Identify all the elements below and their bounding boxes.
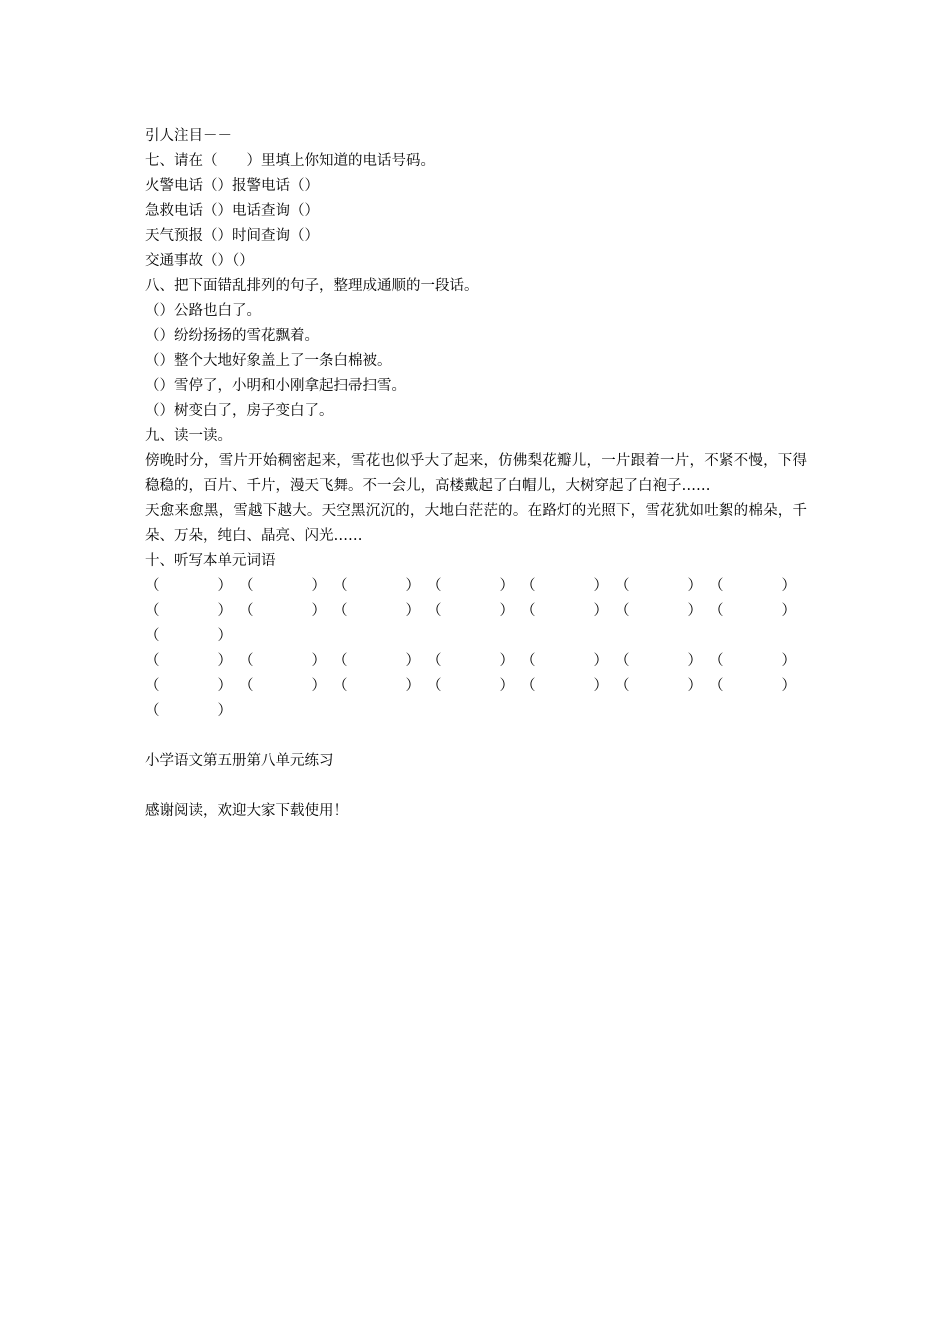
dictation-blank: （ ） [333,578,420,594]
section-7-heading: 七、请在（ ）里填上你知道的电话号码。 [145,153,435,169]
dictation-blank: （ ） [615,653,702,669]
dictation-blank: （ ） [145,678,232,694]
reading-paragraph-1: 傍晚时分，雪片开始稠密起来，雪花也似乎大了起来，仿佛梨花瓣儿，一片跟着一片，不紧不慢，下得稳稳的，百片、千片，漫天飞舞。不一会儿，高楼戴起了白帽儿，大树穿起了白袍子…… [145,453,807,494]
dictation-blank: （ ） [145,578,232,594]
dictation-blank: （ ） [145,703,232,719]
dictation-blank: （ ） [709,578,796,594]
section-10-heading: 十、听写本单元词语 [145,553,276,569]
dictation-blank: （ ） [145,603,232,619]
intro-line: 引人注目－－ [145,128,232,144]
dictation-blank: （ ） [521,678,608,694]
phone-line-4: 交通事故（）（） [145,253,254,269]
section-8-heading: 八、把下面错乱排列的句子，整理成通顺的一段话。 [145,278,479,294]
dictation-blank: （ ） [709,678,796,694]
dictation-blank: （ ） [427,678,514,694]
dictation-blanks-group-1 [145,574,807,649]
dictation-blank: （ ） [239,578,326,594]
dictation-blank: （ ） [239,678,326,694]
dictation-blank: （ ） [709,603,796,619]
section-9-heading: 九、读一读。 [145,428,232,444]
dictation-blank: （ ） [615,578,702,594]
sentence-4: （）雪停了，小明和小刚拿起扫帚扫雪。 [145,378,406,394]
sentence-1: （）公路也白了。 [145,303,261,319]
worksheet-content [145,124,807,824]
dictation-blank: （ ） [615,603,702,619]
dictation-blank: （ ） [521,578,608,594]
thanks-line: 感谢阅读，欢迎大家下载使用！ [145,803,348,819]
dictation-blank: （ ） [333,603,420,619]
dictation-blank: （ ） [239,653,326,669]
sentence-2: （）纷纷扬扬的雪花飘着。 [145,328,319,344]
dictation-blank: （ ） [427,578,514,594]
dictation-blank: （ ） [427,603,514,619]
spacer [145,774,807,799]
dictation-blank: （ ） [427,653,514,669]
footer-title: 小学语文第五册第八单元练习 [145,753,334,769]
dictation-blank: （ ） [145,653,232,669]
reading-paragraph-2: 天愈来愈黑，雪越下越大。天空黑沉沉的，大地白茫茫的。在路灯的光照下，雪花犹如吐絮的棉朵，千朵、万朵，纯白、晶亮、闪光…… [145,503,807,544]
dictation-blank: （ ） [615,678,702,694]
dictation-blank: （ ） [521,653,608,669]
sentence-3: （）整个大地好象盖上了一条白棉被。 [145,353,392,369]
phone-line-1: 火警电话（）报警电话（） [145,178,319,194]
dictation-blank: （ ） [709,653,796,669]
phone-line-3: 天气预报（）时间查询（） [145,228,319,244]
dictation-blank: （ ） [145,628,232,644]
dictation-blank: （ ） [333,678,420,694]
phone-line-2: 急救电话（）电话查询（） [145,203,319,219]
sentence-5: （）树变白了，房子变白了。 [145,403,334,419]
spacer [145,724,807,749]
dictation-blank: （ ） [239,603,326,619]
dictation-blank: （ ） [521,603,608,619]
dictation-blanks-group-2 [145,649,807,724]
dictation-blank: （ ） [333,653,420,669]
